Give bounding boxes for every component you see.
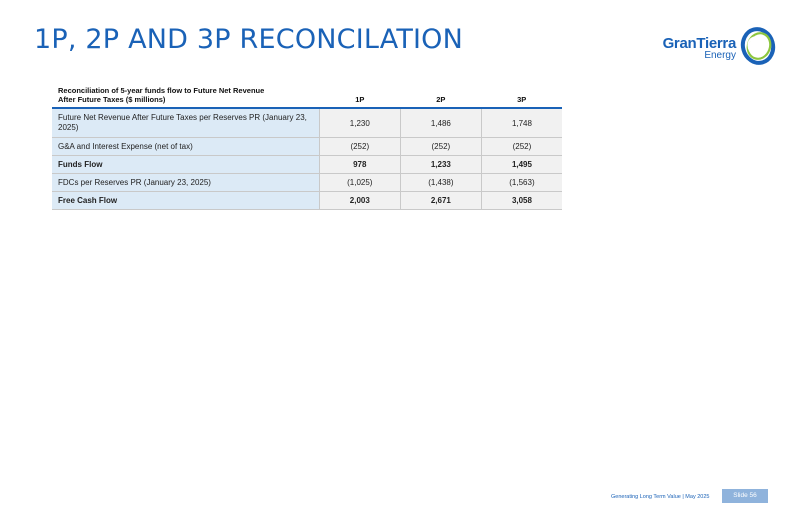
table-header-line1: Reconciliation of 5-year funds flow to Future Net Revenue <box>58 86 265 95</box>
cell-1p: 978 <box>319 156 400 174</box>
cell-2p: 1,233 <box>400 156 481 174</box>
table-row-ga-interest <box>52 138 562 156</box>
table-header-description <box>52 86 319 108</box>
footer-text: Generating Long Term Value | May 2025 <box>611 494 710 500</box>
table-row-fdcs <box>52 174 562 192</box>
slide-number: Slide 56 <box>722 489 768 503</box>
row-label: Free Cash Flow <box>52 192 319 210</box>
cell-2p: (1,438) <box>400 174 481 192</box>
cell-2p: (252) <box>400 138 481 156</box>
logo-name: GranTierra <box>662 35 736 52</box>
cell-3p: (1,563) <box>481 174 562 192</box>
logo-rings-icon <box>738 26 778 66</box>
column-header-2p: 2P <box>400 86 481 108</box>
cell-1p: 1,230 <box>319 108 400 138</box>
column-header-3p: 3P <box>481 86 562 108</box>
row-label: FDCs per Reserves PR (January 23, 2025) <box>52 174 319 192</box>
row-label: Future Net Revenue After Future Taxes per Reserves PR (January 23, 2025) <box>52 108 319 138</box>
company-logo <box>654 26 778 66</box>
cell-1p: (1,025) <box>319 174 400 192</box>
table-row-funds-flow <box>52 156 562 174</box>
cell-1p: (252) <box>319 138 400 156</box>
reconciliation-table <box>52 86 562 210</box>
logo-sub: Energy <box>704 50 736 61</box>
table-row-free-cash-flow <box>52 192 562 210</box>
cell-2p: 2,671 <box>400 192 481 210</box>
column-header-1p: 1P <box>319 86 400 108</box>
slide-title: 1P, 2P AND 3P RECONCILATION <box>34 24 464 55</box>
row-label: G&A and Interest Expense (net of tax) <box>52 138 319 156</box>
table-row-future-net-revenue <box>52 108 562 138</box>
logo-text <box>663 36 736 61</box>
cell-3p: 3,058 <box>481 192 562 210</box>
table-header-row <box>52 86 562 108</box>
table-header-line2: After Future Taxes ($ millions) <box>58 95 166 104</box>
cell-3p: 1,495 <box>481 156 562 174</box>
cell-1p: 2,003 <box>319 192 400 210</box>
cell-3p: (252) <box>481 138 562 156</box>
cell-2p: 1,486 <box>400 108 481 138</box>
row-label: Funds Flow <box>52 156 319 174</box>
cell-3p: 1,748 <box>481 108 562 138</box>
